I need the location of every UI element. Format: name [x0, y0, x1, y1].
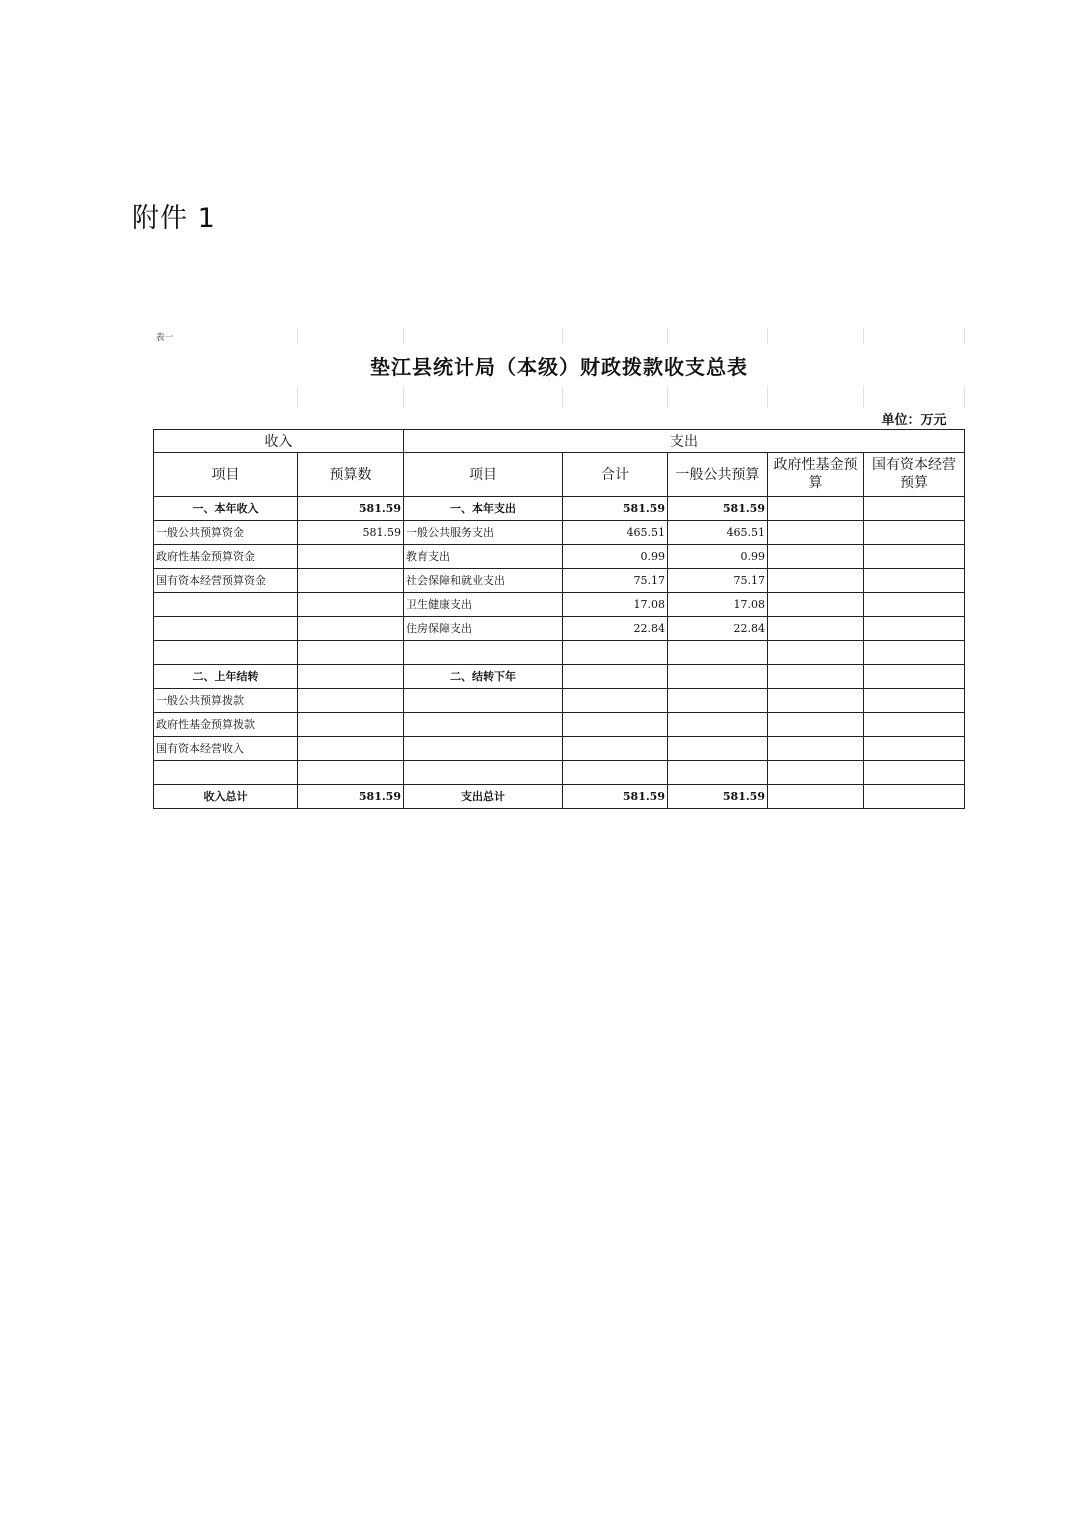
- total-cell: [563, 664, 668, 688]
- income-item-cell: 一、本年收入: [154, 496, 298, 520]
- col-total: 合计: [563, 452, 668, 496]
- state-capital-cell: [864, 520, 965, 544]
- state-capital-cell: [864, 496, 965, 520]
- general-budget-cell: [668, 664, 768, 688]
- table-number: 表一: [154, 328, 298, 344]
- total-cell: 581.59: [563, 784, 668, 808]
- expense-item-cell: [404, 712, 563, 736]
- attachment-label: 附件 1: [132, 203, 216, 234]
- gov-fund-cell: [768, 544, 864, 568]
- income-value-cell: [298, 568, 404, 592]
- state-capital-cell: [864, 760, 965, 784]
- gov-fund-cell: [768, 592, 864, 616]
- table-row: [154, 568, 965, 592]
- gov-fund-cell: [768, 784, 864, 808]
- total-cell: 75.17: [563, 568, 668, 592]
- table-row: [154, 592, 965, 616]
- gov-fund-cell: [768, 640, 864, 664]
- income-value-cell: 581.59: [298, 520, 404, 544]
- state-capital-cell: [864, 544, 965, 568]
- table-row: [154, 664, 965, 688]
- income-value-cell: [298, 640, 404, 664]
- gov-fund-cell: [768, 664, 864, 688]
- income-item-cell: 政府性基金预算资金: [154, 544, 298, 568]
- col-expense-item: 项目: [404, 452, 563, 496]
- state-capital-cell: [864, 640, 965, 664]
- gov-fund-cell: [768, 712, 864, 736]
- expense-item-cell: [404, 736, 563, 760]
- general-budget-cell: [668, 736, 768, 760]
- table-row: [154, 640, 965, 664]
- expense-item-cell: 一、本年支出: [404, 496, 563, 520]
- table-row: [154, 544, 965, 568]
- income-header: 收入: [154, 429, 404, 452]
- income-item-cell: 一般公共预算资金: [154, 520, 298, 544]
- income-value-cell: 581.59: [298, 496, 404, 520]
- expense-item-cell: 一般公共服务支出: [404, 520, 563, 544]
- expense-item-cell: 社会保障和就业支出: [404, 568, 563, 592]
- total-cell: [563, 736, 668, 760]
- income-item-cell: 二、上年结转: [154, 664, 298, 688]
- total-cell: 581.59: [563, 496, 668, 520]
- income-value-cell: [298, 616, 404, 640]
- general-budget-cell: 17.08: [668, 592, 768, 616]
- gov-fund-cell: [768, 520, 864, 544]
- table-row: [154, 616, 965, 640]
- total-cell: [563, 640, 668, 664]
- col-general-budget: 一般公共预算: [668, 452, 768, 496]
- spacer-row: [154, 386, 965, 408]
- state-capital-cell: [864, 616, 965, 640]
- expense-item-cell: 支出总计: [404, 784, 563, 808]
- gov-fund-cell: [768, 568, 864, 592]
- table-row: [154, 520, 965, 544]
- table-body: [154, 496, 965, 808]
- income-value-cell: [298, 592, 404, 616]
- gov-fund-cell: [768, 496, 864, 520]
- expense-item-cell: 教育支出: [404, 544, 563, 568]
- col-gov-fund: 政府性基金预算: [768, 452, 864, 496]
- table-row: [154, 712, 965, 736]
- header-column-row: [154, 452, 965, 496]
- general-budget-cell: [668, 712, 768, 736]
- col-state-capital: 国有资本经营预算: [864, 452, 965, 496]
- table-number-row: [154, 328, 965, 344]
- total-cell: [563, 688, 668, 712]
- col-budget-num: 预算数: [298, 452, 404, 496]
- state-capital-cell: [864, 712, 965, 736]
- total-cell: 22.84: [563, 616, 668, 640]
- income-value-cell: [298, 544, 404, 568]
- state-capital-cell: [864, 784, 965, 808]
- expense-item-cell: [404, 760, 563, 784]
- general-budget-cell: 22.84: [668, 616, 768, 640]
- unit-label: 单位：万元: [881, 412, 947, 428]
- expense-item-cell: [404, 688, 563, 712]
- finance-summary-sheet: [153, 328, 965, 809]
- header-group-row: [154, 429, 965, 452]
- table-row: [154, 688, 965, 712]
- income-item-cell: 收入总计: [154, 784, 298, 808]
- table-row: [154, 496, 965, 520]
- table-row: [154, 736, 965, 760]
- income-value-cell: [298, 760, 404, 784]
- finance-summary-table: [153, 328, 965, 809]
- col-income-item: 项目: [154, 452, 298, 496]
- income-item-cell: 政府性基金预算拨款: [154, 712, 298, 736]
- income-item-cell: [154, 616, 298, 640]
- state-capital-cell: [864, 688, 965, 712]
- total-cell: 465.51: [563, 520, 668, 544]
- table-row: [154, 784, 965, 808]
- state-capital-cell: [864, 736, 965, 760]
- income-value-cell: [298, 664, 404, 688]
- general-budget-cell: [668, 640, 768, 664]
- table-title: 垫江县统计局（本级）财政拨款收支总表: [370, 354, 748, 379]
- gov-fund-cell: [768, 616, 864, 640]
- total-cell: [563, 712, 668, 736]
- state-capital-cell: [864, 592, 965, 616]
- total-cell: 0.99: [563, 544, 668, 568]
- expense-item-cell: 卫生健康支出: [404, 592, 563, 616]
- income-item-cell: [154, 592, 298, 616]
- title-row: [154, 344, 965, 386]
- state-capital-cell: [864, 568, 965, 592]
- state-capital-cell: [864, 664, 965, 688]
- general-budget-cell: 0.99: [668, 544, 768, 568]
- general-budget-cell: [668, 760, 768, 784]
- income-item-cell: 国有资本经营收入: [154, 736, 298, 760]
- expense-item-cell: 住房保障支出: [404, 616, 563, 640]
- expense-item-cell: [404, 640, 563, 664]
- income-item-cell: 一般公共预算拨款: [154, 688, 298, 712]
- income-value-cell: [298, 736, 404, 760]
- income-value-cell: [298, 712, 404, 736]
- income-item-cell: [154, 640, 298, 664]
- gov-fund-cell: [768, 760, 864, 784]
- table-row: [154, 760, 965, 784]
- income-item-cell: [154, 760, 298, 784]
- income-item-cell: 国有资本经营预算资金: [154, 568, 298, 592]
- unit-row: [154, 408, 965, 429]
- gov-fund-cell: [768, 688, 864, 712]
- general-budget-cell: 465.51: [668, 520, 768, 544]
- general-budget-cell: 75.17: [668, 568, 768, 592]
- expense-item-cell: 二、结转下年: [404, 664, 563, 688]
- expense-header: 支出: [404, 429, 965, 452]
- general-budget-cell: [668, 688, 768, 712]
- general-budget-cell: 581.59: [668, 496, 768, 520]
- total-cell: [563, 760, 668, 784]
- gov-fund-cell: [768, 736, 864, 760]
- general-budget-cell: 581.59: [668, 784, 768, 808]
- income-value-cell: 581.59: [298, 784, 404, 808]
- income-value-cell: [298, 688, 404, 712]
- total-cell: 17.08: [563, 592, 668, 616]
